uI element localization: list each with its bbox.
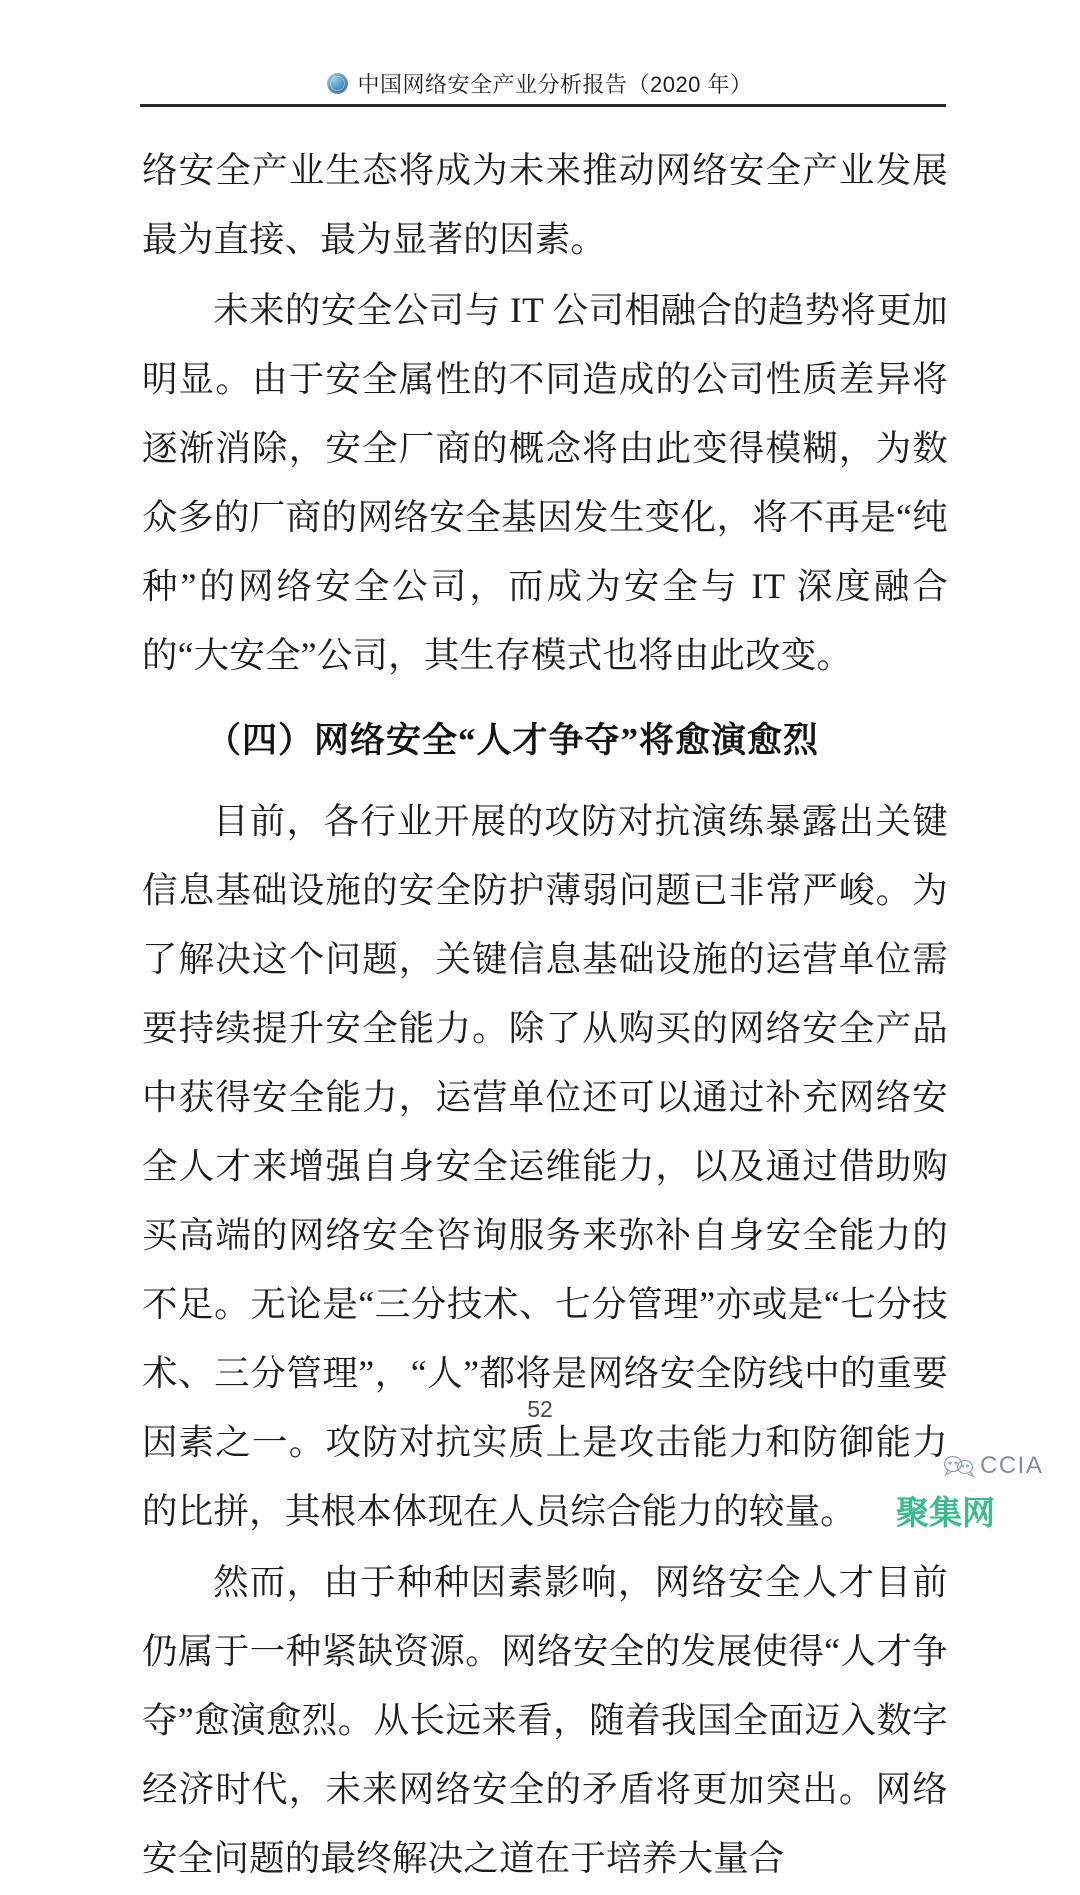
page-header (0, 68, 1080, 99)
paragraph-talent-scarcity: 然而，由于种种因素影响，网络安全人才目前仍属于一种紧缺资源。网络安全的发展使得“人才争夺”愈演愈烈。从长远来看，随着我国全面迈入数字经济时代，未来网络安全的矛盾将更加突出。网络安全问题的最终解决之道在于培养大量合 (142, 1562, 948, 1878)
speech-bubble-faces-icon (942, 1453, 976, 1479)
page-header-inner (327, 68, 752, 99)
paragraph-security-it-convergence: 未来的安全公司与 IT 公司相融合的趋势将更加明显。由于安全属性的不同造成的公司性质差异将逐渐消除，安全厂商的概念将由此变得模糊，为数众多的厂商的网络安全基因发生变化，将不再是“纯种”的网络安全公司，而成为安全与 IT 深度融合的“大安全”公司，其生存模式也将由此改变。 (142, 290, 948, 675)
page-header-title: 中国网络安全产业分析报告（2020 年） (357, 72, 753, 97)
page-number: 52 (527, 1396, 553, 1422)
ccia-watermark-label: CCIA (980, 1452, 1044, 1479)
ccia-watermark (942, 1452, 1043, 1480)
globe-emblem-icon (327, 73, 348, 94)
section-heading: （四）网络安全“人才争夺”将愈演愈烈 (206, 721, 820, 760)
paragraph-ecosystem-continued: 络安全产业生态将成为未来推动网络安全产业发展最为直接、最为显著的因素。 (142, 150, 948, 259)
paragraph-talent-capability: 目前，各行业开展的攻防对抗演练暴露出关键信息基础设施的安全防护薄弱问题已非常严峻。为了解决这个问题，关键信息基础设施的运营单位需要持续提升安全能力。除了从购买的网络安全产品中获得安全能力，运营单位还可以通过补充网络安全人才来增强自身安全运维能力，以及通过借助购买高端的网络安全咨询服务来弥补自身安全能力的不足。无论是“三分技术、七分管理”亦或是“七分技术、三分管理”，“人”都将是网络安全防线中的重要因素之一。攻防对抗实质上是攻击能力和防御能力的比拼，其根本体现在人员综合能力的较量。 (142, 801, 948, 1531)
juji-watermark: 聚集网 (896, 1494, 995, 1531)
document-body (142, 136, 948, 1895)
header-divider (140, 104, 946, 107)
